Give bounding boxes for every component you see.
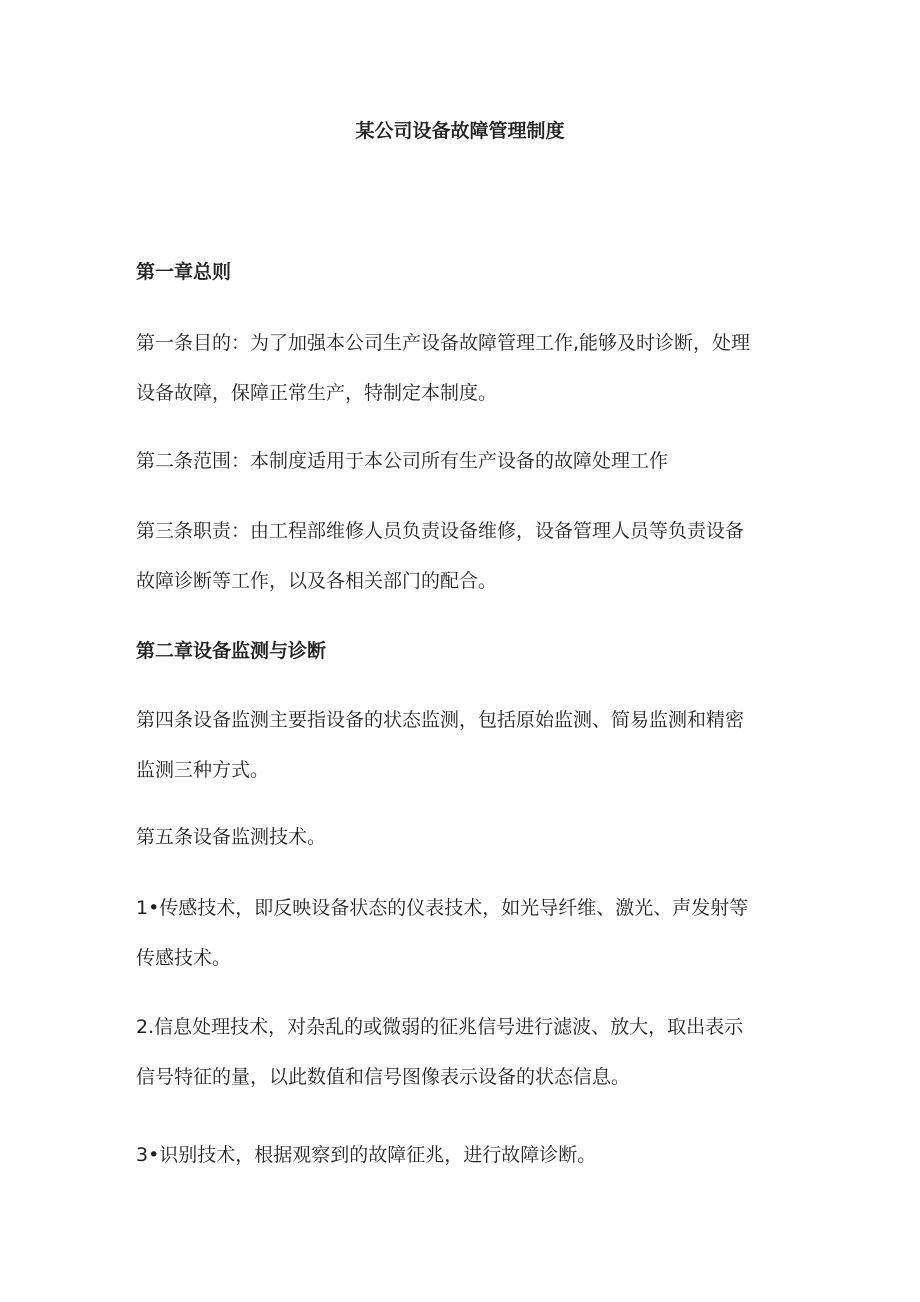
article-1 [136,318,796,418]
article-5 [136,812,796,862]
list-item-1 [136,883,796,983]
list-item-3-line-1: 3•识别技术，根据观察到的故障征兆，进行故障诊断。 [136,1144,597,1166]
document-title: 某公司设备故障管理制度 [355,120,565,142]
chapter-2-heading: 第二章设备监测与诊断 [136,640,327,662]
article-4-line-2: 监测三种方式。 [136,759,270,781]
article-1-line-1: 第一条目的：为了加强本公司生产设备故障管理工作,能够及时诊断，处理 [136,332,751,354]
article-4 [136,695,796,795]
list-item-2-line-2: 信号特征的量，以此数值和信号图像表示设备的状态信息。 [136,1066,631,1088]
article-3-line-2: 故障诊断等工作，以及各相关部门的配合。 [136,570,498,592]
list-item-3 [136,1130,796,1180]
list-item-1-line-1: 1•传感技术，即反映设备状态的仪表技术，如光导纤维、激光、声发射等 [136,897,749,919]
list-item-2 [136,1002,796,1102]
chapter-1-heading: 第一章总则 [136,261,232,283]
article-2-line-1: 第二条范围：本制度适用于本公司所有生产设备的故障处理工作 [136,450,669,472]
article-1-line-2: 设备故障，保障正常生产，特制定本制度。 [136,382,498,404]
list-item-1-line-2: 传感技术。 [136,947,232,969]
list-item-2-line-1: 2.信息处理技术，对杂乱的或微弱的征兆信号进行滤波、放大，取出表示 [136,1016,744,1038]
article-3-line-1: 第三条职责：由工程部维修人员负责设备维修，设备管理人员等负责设备 [136,520,745,542]
article-4-line-1: 第四条设备监测主要指设备的状态监测，包括原始监测、简易监测和精密 [136,709,745,731]
article-3 [136,506,796,606]
article-2 [136,436,796,486]
article-5-line-1: 第五条设备监测技术。 [136,826,327,848]
